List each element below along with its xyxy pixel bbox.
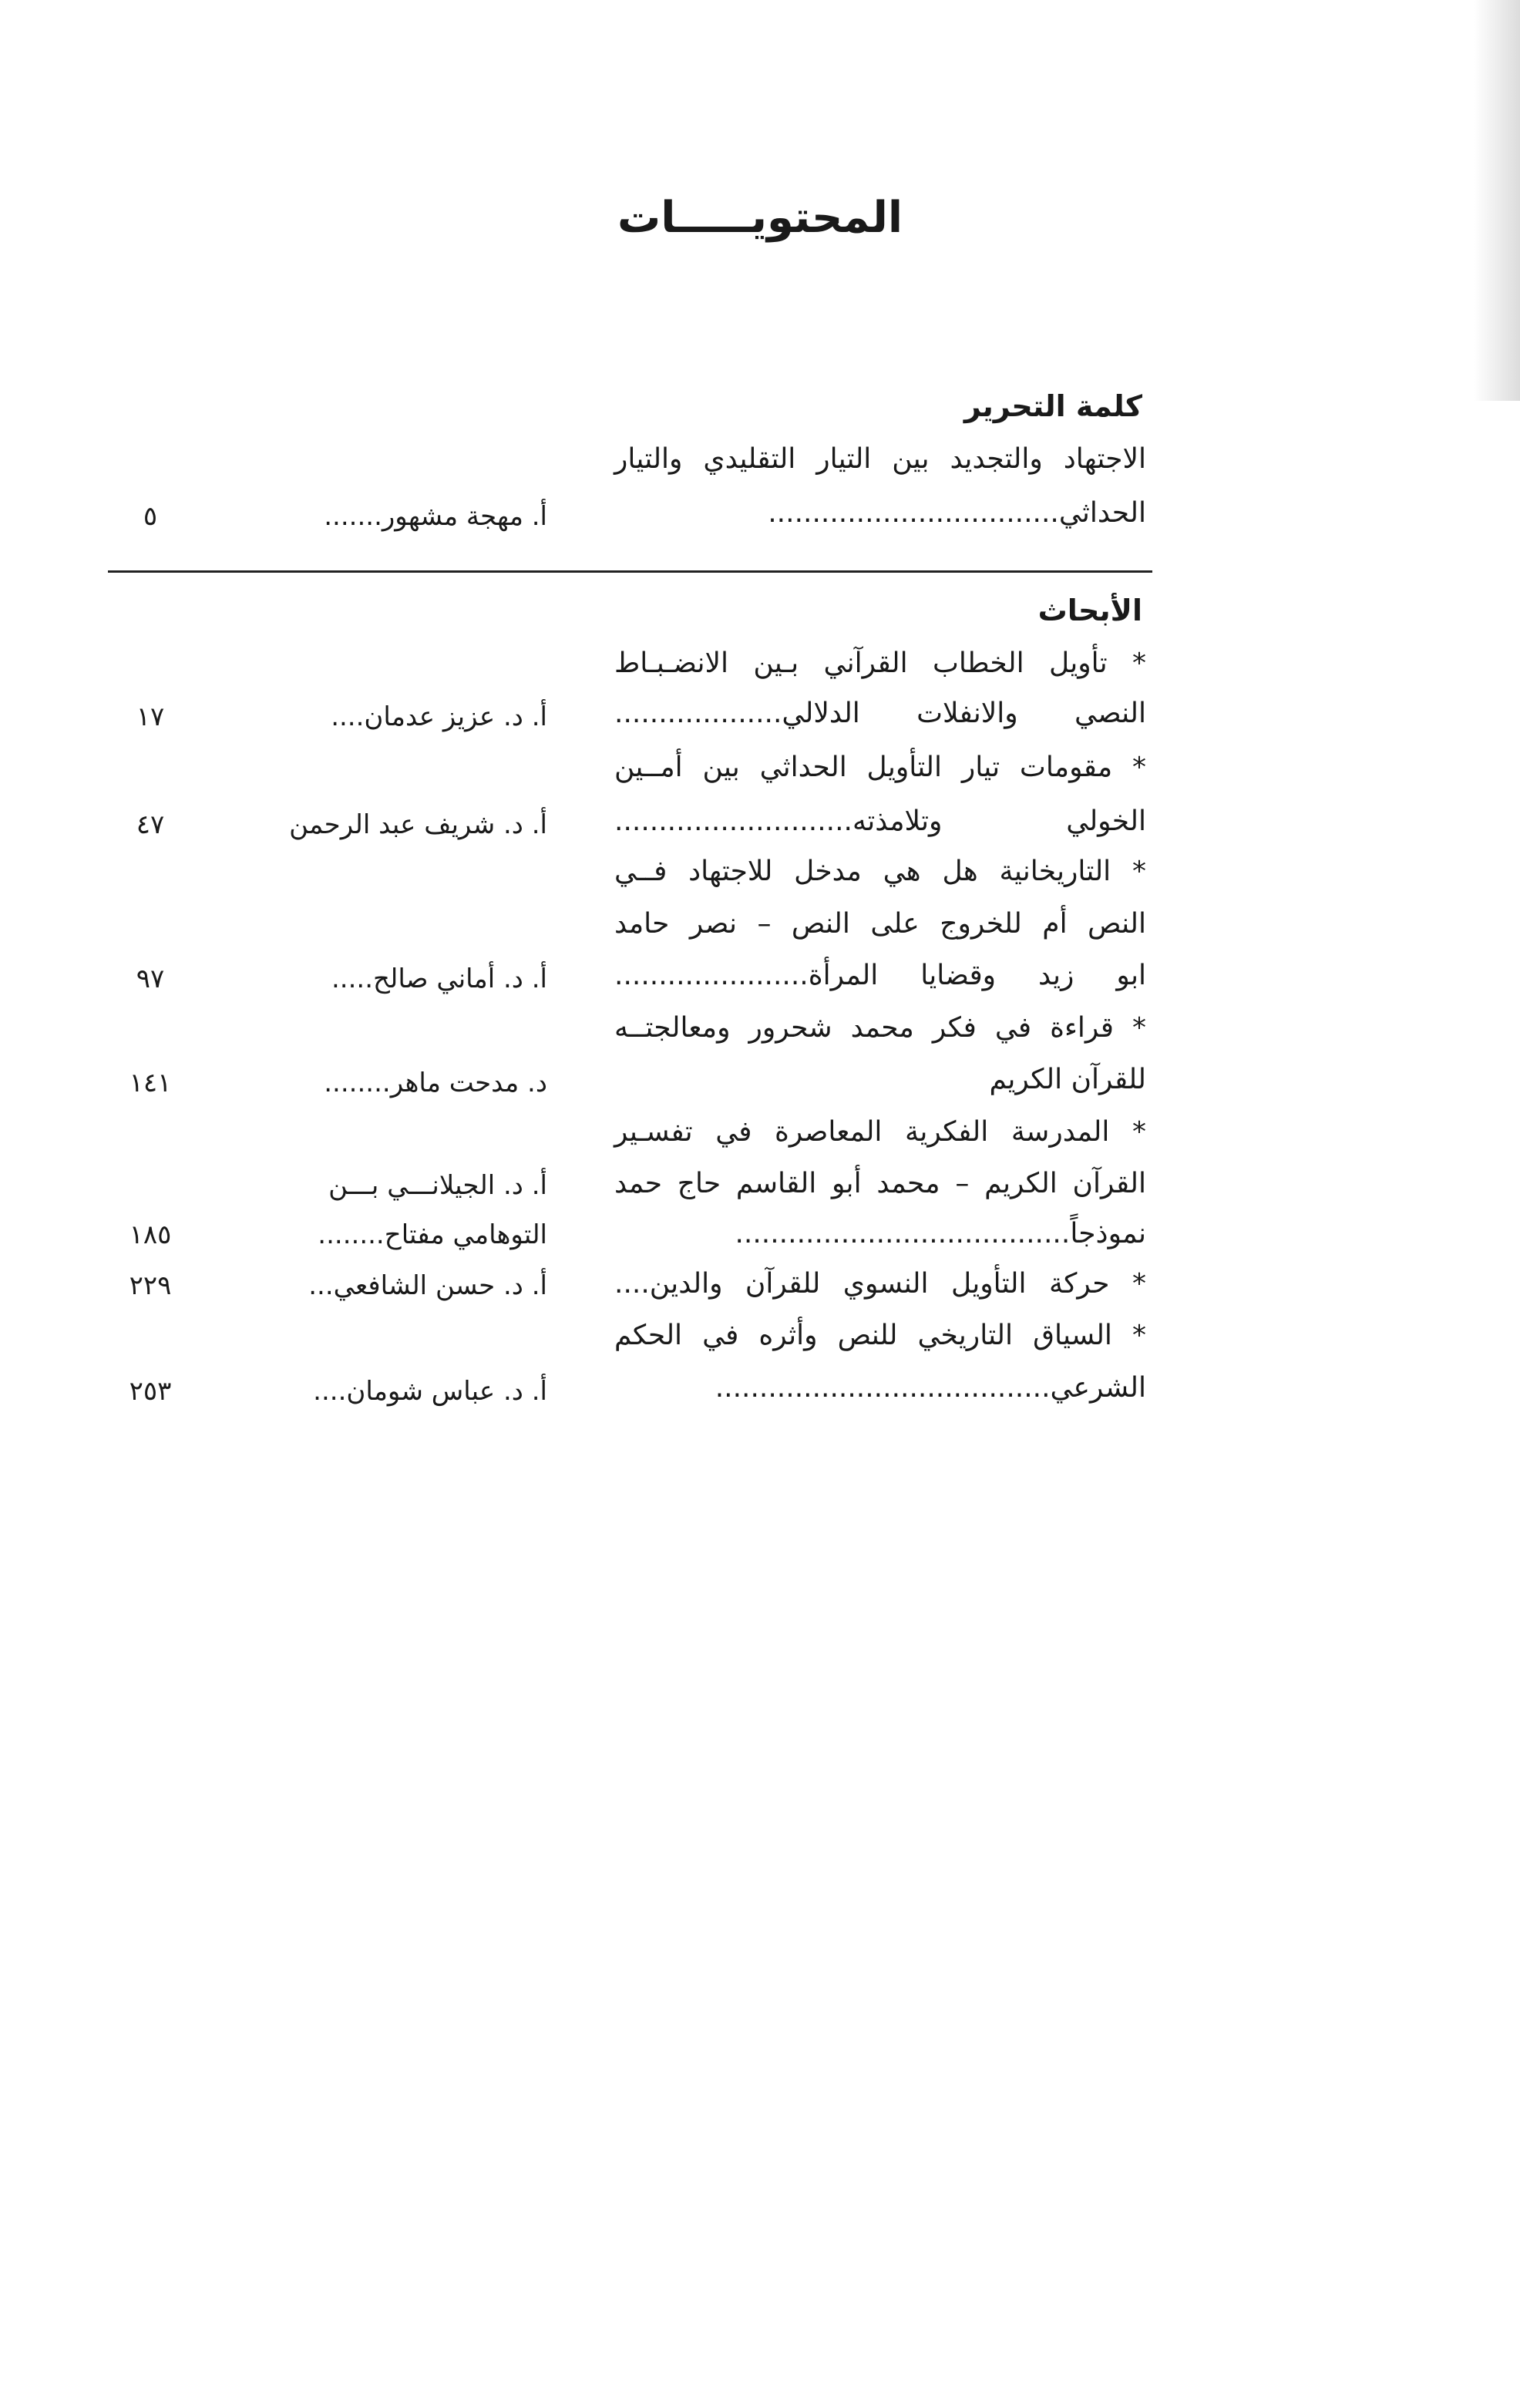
toc-entry-line: الاجتهاد والتجديد بين التيار التقليدي والتيار — [614, 443, 1146, 475]
toc-entry-line: للقرآن الكريم — [989, 1064, 1146, 1095]
toc-entry-line: * تأويل الخطاب القرآني بـين الانضـبـاط — [614, 647, 1146, 679]
toc-page-number: ٢٢٩ — [129, 1270, 172, 1301]
toc-author: أ. د. الجيلانـــي بـــن — [328, 1170, 547, 1201]
toc-author: أ. د. شريف عبد الرحمن — [289, 809, 547, 840]
toc-entry-line: * حركة التأويل النسوي للقرآن والدين.... — [614, 1268, 1146, 1300]
page-title: المحتويـــــات — [617, 193, 903, 243]
toc-author: أ. د. حسن الشافعي... — [308, 1270, 547, 1301]
toc-entry-line: الشرعي...................................... — [715, 1372, 1146, 1404]
toc-entry-line: * مقومات تيار التأويل الحداثي بين أمــين — [614, 752, 1146, 783]
toc-author: د. مدحت ماهر........ — [324, 1068, 547, 1098]
section-heading-editorial: كلمة التحرير — [963, 389, 1142, 423]
toc-entry-line: النص أم للخروج على النص – نصر حامد — [614, 908, 1146, 940]
toc-page-number: ٩٧ — [136, 964, 165, 994]
toc-author: أ. د. عباس شومان.... — [313, 1376, 547, 1407]
toc-entry-line: النصي والانفلات الدلالي................... — [614, 698, 1146, 729]
toc-entry-line: الحداثي................................. — [768, 497, 1146, 529]
toc-entry-line: نموذجاً...................................... — [735, 1218, 1146, 1249]
toc-author: أ. د. عزيز عدمان.... — [331, 701, 547, 732]
toc-entry-line: الخولي وتلامذته........................... — [614, 805, 1146, 837]
toc-page-number: ٢٥٣ — [129, 1376, 172, 1407]
toc-entry-line: * قراءة في فكر محمد شحرور ومعالجتــه — [614, 1012, 1146, 1044]
toc-page-number: ٤٧ — [136, 809, 165, 840]
toc-entry-line: * المدرسة الفكرية المعاصرة في تفسـير — [614, 1116, 1146, 1148]
toc-page-number: ١٧ — [136, 701, 165, 732]
toc-entry-line: * التاريخانية هل هي مدخل للاجتهاد فــي — [614, 856, 1146, 887]
toc-page-number: ٥ — [143, 501, 158, 532]
section-heading-research: الأبحاث — [1037, 594, 1142, 627]
toc-entry-line: ابو زيد وقضايا المرأة...................... — [614, 960, 1146, 991]
toc-author: التوهامي مفتاح........ — [318, 1219, 547, 1250]
section-divider — [108, 570, 1152, 573]
toc-author: أ. د. أماني صالح..... — [331, 964, 547, 994]
toc-page-number: ١٨٥ — [129, 1219, 172, 1250]
toc-entry-line: * السياق التاريخي للنص وأثره في الحكم — [614, 1320, 1146, 1351]
toc-page-number: ١٤١ — [129, 1068, 172, 1098]
toc-entry-line: القرآن الكريم – محمد أبو القاسم حاج حمد — [614, 1168, 1146, 1199]
toc-author: أ. مهجة مشهور....... — [324, 501, 547, 532]
